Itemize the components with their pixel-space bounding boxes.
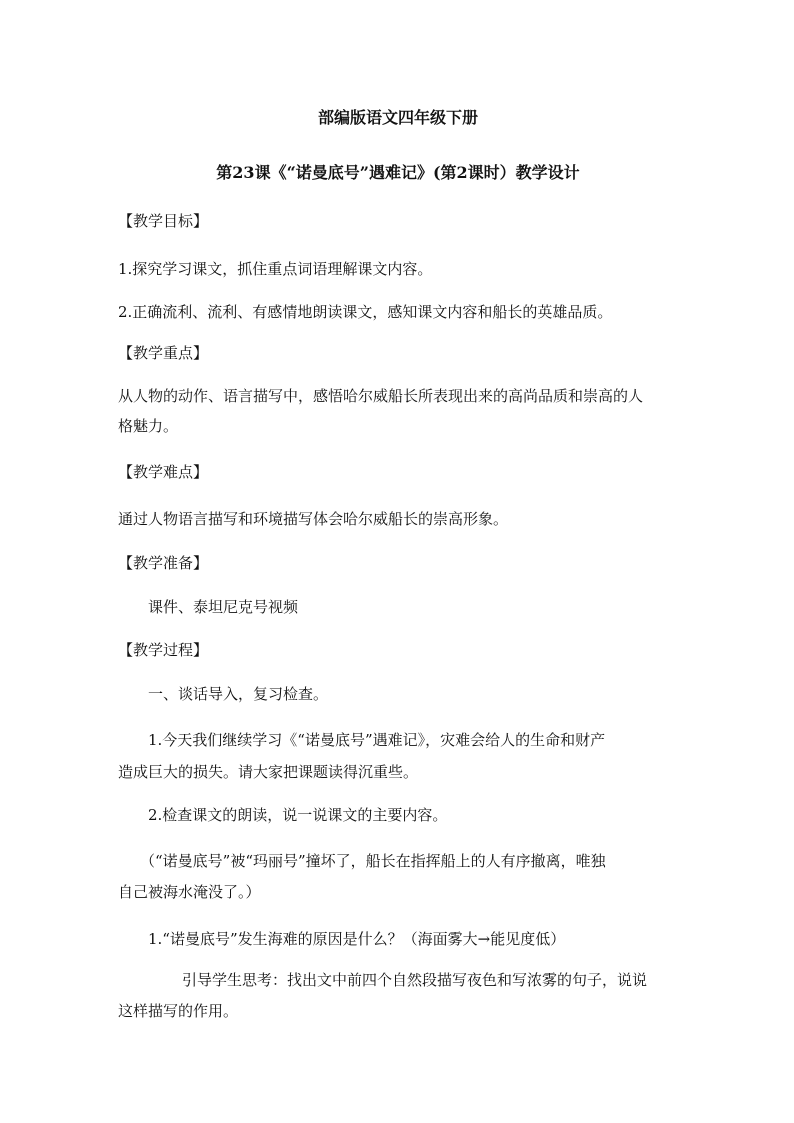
- paragraph-1-line-2: 造成巨大的损失。请大家把课题读得沉重些。: [118, 763, 419, 781]
- section-heading-preparation: 【教学准备】: [118, 554, 209, 572]
- question-1: 1.“诺曼底号”发生海难的原因是什么？（海面雾大→能见度低）: [148, 930, 566, 948]
- section-heading-goals: 【教学目标】: [118, 212, 209, 230]
- difficulties-text: 通过人物语言描写和环境描写体会哈尔威船长的崇高形象。: [118, 510, 509, 528]
- paragraph-2: 2.检查课文的朗读，说一说课文的主要内容。: [148, 806, 448, 824]
- paragraph-3-line-2: 自己被海水淹没了。）: [118, 883, 261, 901]
- goal-item-1: 1.探究学习课文，抓住重点词语理解课文内容。: [118, 260, 433, 278]
- key-points-line-1: 从人物的动作、语言描写中，感悟哈尔威船长所表现出来的高尚品质和崇高的人: [118, 387, 644, 405]
- goal-item-2: 2.正确流利、流利、有感情地朗读课文，感知课文内容和船长的英雄品质。: [118, 303, 613, 321]
- section-heading-process: 【教学过程】: [118, 641, 209, 659]
- lesson-title: 第23课《“诺曼底号”遇难记》(第2课时）教学设计: [216, 163, 580, 182]
- key-points-line-2: 格魅力。: [118, 417, 179, 435]
- preparation-text: 课件、泰坦尼克号视频: [148, 598, 299, 616]
- document-title: 部编版语文四年级下册: [317, 108, 478, 127]
- process-step-1: 一、谈话导入，复习检查。: [148, 685, 329, 703]
- paragraph-3-line-1: （“诺曼底号”被“玛丽号”撞坏了，船长在指挥船上的人有序撤离，唯独: [140, 852, 606, 870]
- guide-line-2: 这样描写的作用。: [118, 1002, 239, 1020]
- paragraph-1-line-1: 1.今天我们继续学习《“诺曼底号”遇难记》，灾难会给人的生命和财产: [148, 731, 606, 749]
- section-heading-difficulties: 【教学难点】: [118, 463, 209, 481]
- guide-line-1: 引导学生思考：找出文中前四个自然段描写夜色和写浓雾的句子，说说: [182, 971, 648, 989]
- section-heading-key-points: 【教学重点】: [118, 344, 209, 362]
